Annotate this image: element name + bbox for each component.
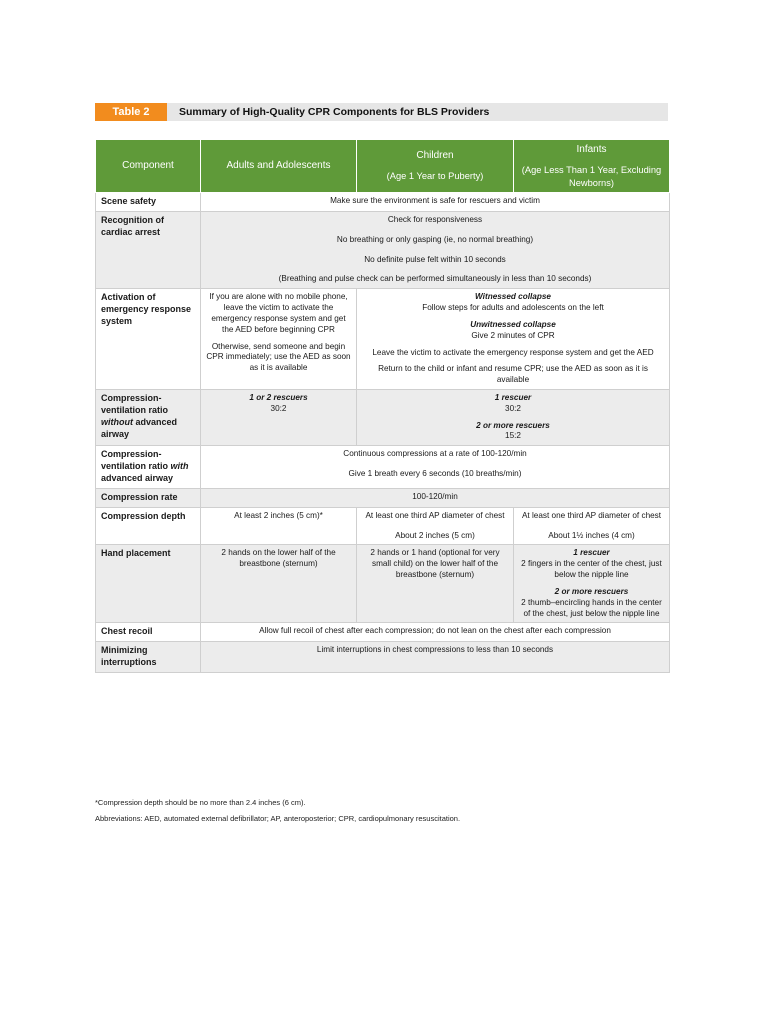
text-line: At least one third AP diameter of chest: [365, 510, 505, 520]
header-infants-title: Infants: [576, 144, 607, 156]
text-line: Continuous compressions at a rate of 100-120/min: [343, 449, 527, 459]
cell-children: [357, 507, 514, 545]
subheading: 2 or more rescuers: [476, 420, 550, 430]
text-line: Give 2 minutes of CPR: [471, 330, 555, 340]
row-activation: [96, 289, 670, 390]
row-label: Recognition of cardiac arrest: [96, 211, 201, 288]
text-line: Follow steps for adults and adolescents on the left: [422, 303, 604, 313]
row-compression-depth: [96, 507, 670, 545]
cell-adults: [201, 389, 357, 445]
subheading: 2 or more rescuers: [554, 586, 629, 596]
row-label: Scene safety: [96, 193, 201, 212]
footnotes: [95, 798, 695, 830]
cell-all: 100-120/min: [201, 488, 670, 507]
text-line: About 1½ inches (4 cm): [548, 530, 635, 540]
row-label: Compression-ventilation ratio with advanced airway: [96, 446, 201, 489]
row-label: Compression-ventilation ratio without advanced airway: [96, 389, 201, 445]
text-line: 15:2: [505, 431, 521, 441]
row-ratio-without-airway: [96, 389, 670, 445]
row-label: Activation of emergency response system: [96, 289, 201, 390]
text-line: No breathing or only gasping (ie, no normal breathing): [336, 234, 534, 244]
text-line: 2 fingers in the center of the chest, just below the nipple line: [521, 559, 662, 580]
text-line: No definite pulse felt within 10 seconds: [364, 254, 506, 264]
cell-all: Limit interruptions in chest compressions to less than 10 seconds: [201, 642, 670, 673]
row-scene-safety: [96, 193, 670, 212]
text-line: If you are alone with no mobile phone, leave the victim to activate the emergency response system and get the AED before beginning CPR: [209, 292, 348, 334]
header-component: Component: [96, 140, 201, 193]
footnote-depth: *Compression depth should be no more than 2.4 inches (6 cm).: [95, 798, 306, 807]
header-adults: Adults and Adolescents: [201, 140, 357, 193]
row-ratio-with-airway: [96, 446, 670, 489]
subheading: 1 or 2 rescuers: [249, 392, 308, 402]
cell-adults: At least 2 inches (5 cm)*: [201, 507, 357, 545]
subheading: 1 rescuer: [573, 548, 610, 558]
row-chest-recoil: [96, 623, 670, 642]
cell-children-infants: [357, 289, 670, 390]
row-recognition: [96, 211, 670, 288]
text-line: 2 thumb–encircling hands in the center of the chest, just below the nipple line: [521, 597, 662, 618]
row-hand-placement: [96, 545, 670, 623]
row-label: Minimizing interruptions: [96, 642, 201, 673]
text-line: Check for responsiveness: [387, 214, 483, 224]
header-children: [357, 140, 514, 193]
cell-infants: [514, 507, 670, 545]
subheading: Unwitnessed collapse: [470, 319, 556, 329]
cell-infants: [514, 545, 670, 623]
header-children-title: Children: [416, 150, 454, 162]
subheading: 1 rescuer: [494, 392, 532, 402]
table-title-bar: [95, 103, 668, 121]
row-minimizing-interruptions: [96, 642, 670, 673]
row-compression-rate: [96, 488, 670, 507]
row-label: Hand placement: [96, 545, 201, 623]
row-label: Compression rate: [96, 488, 201, 507]
text-line: Give 1 breath every 6 seconds (10 breaths/min): [348, 469, 522, 479]
table-number-tag: Table 2: [95, 103, 167, 121]
header-infants: [514, 140, 670, 193]
text-line: Leave the victim to activate the emergency response system and get the AED: [372, 347, 654, 357]
header-children-sub: (Age 1 Year to Puberty): [386, 171, 484, 182]
text-line: Otherwise, send someone and begin CPR immediately; use the AED as soon as it is available: [206, 341, 351, 373]
row-label: Chest recoil: [96, 623, 201, 642]
cpr-components-table: [95, 139, 670, 673]
cell-all: Make sure the environment is safe for rescuers and victim: [201, 193, 670, 212]
row-label: Compression depth: [96, 507, 201, 545]
header-row: [96, 140, 670, 193]
subheading: Witnessed collapse: [475, 292, 551, 302]
cell-all: [201, 446, 670, 489]
text-line: (Breathing and pulse check can be performed simultaneously in less than 10 seconds): [278, 274, 592, 284]
text-line: 30:2: [505, 403, 521, 413]
text-line: 30:2: [270, 403, 287, 413]
table-title: Summary of High-Quality CPR Components for BLS Providers: [179, 106, 490, 118]
cell-adults: 2 hands on the lower half of the breastbone (sternum): [201, 545, 357, 623]
header-infants-sub: (Age Less Than 1 Year, Excluding Newborns): [521, 165, 662, 188]
text-line: At least one third AP diameter of chest: [521, 510, 662, 520]
cell-all: [201, 211, 670, 288]
text-line: Return to the child or infant and resume CPR; use the AED as soon as it is available: [378, 364, 648, 385]
cell-adults: [201, 289, 357, 390]
cell-children-infants: [357, 389, 670, 445]
cell-all: Allow full recoil of chest after each compression; do not lean on the chest after each compression: [201, 623, 670, 642]
cell-children: 2 hands or 1 hand (optional for very small child) on the lower half of the breastbone (sternum): [357, 545, 514, 623]
footnote-abbreviations: Abbreviations: AED, automated external defibrillator; AP, anteroposterior; CPR, cardiopulmonary resuscitation.: [95, 814, 461, 823]
text-line: About 2 inches (5 cm): [395, 530, 475, 540]
